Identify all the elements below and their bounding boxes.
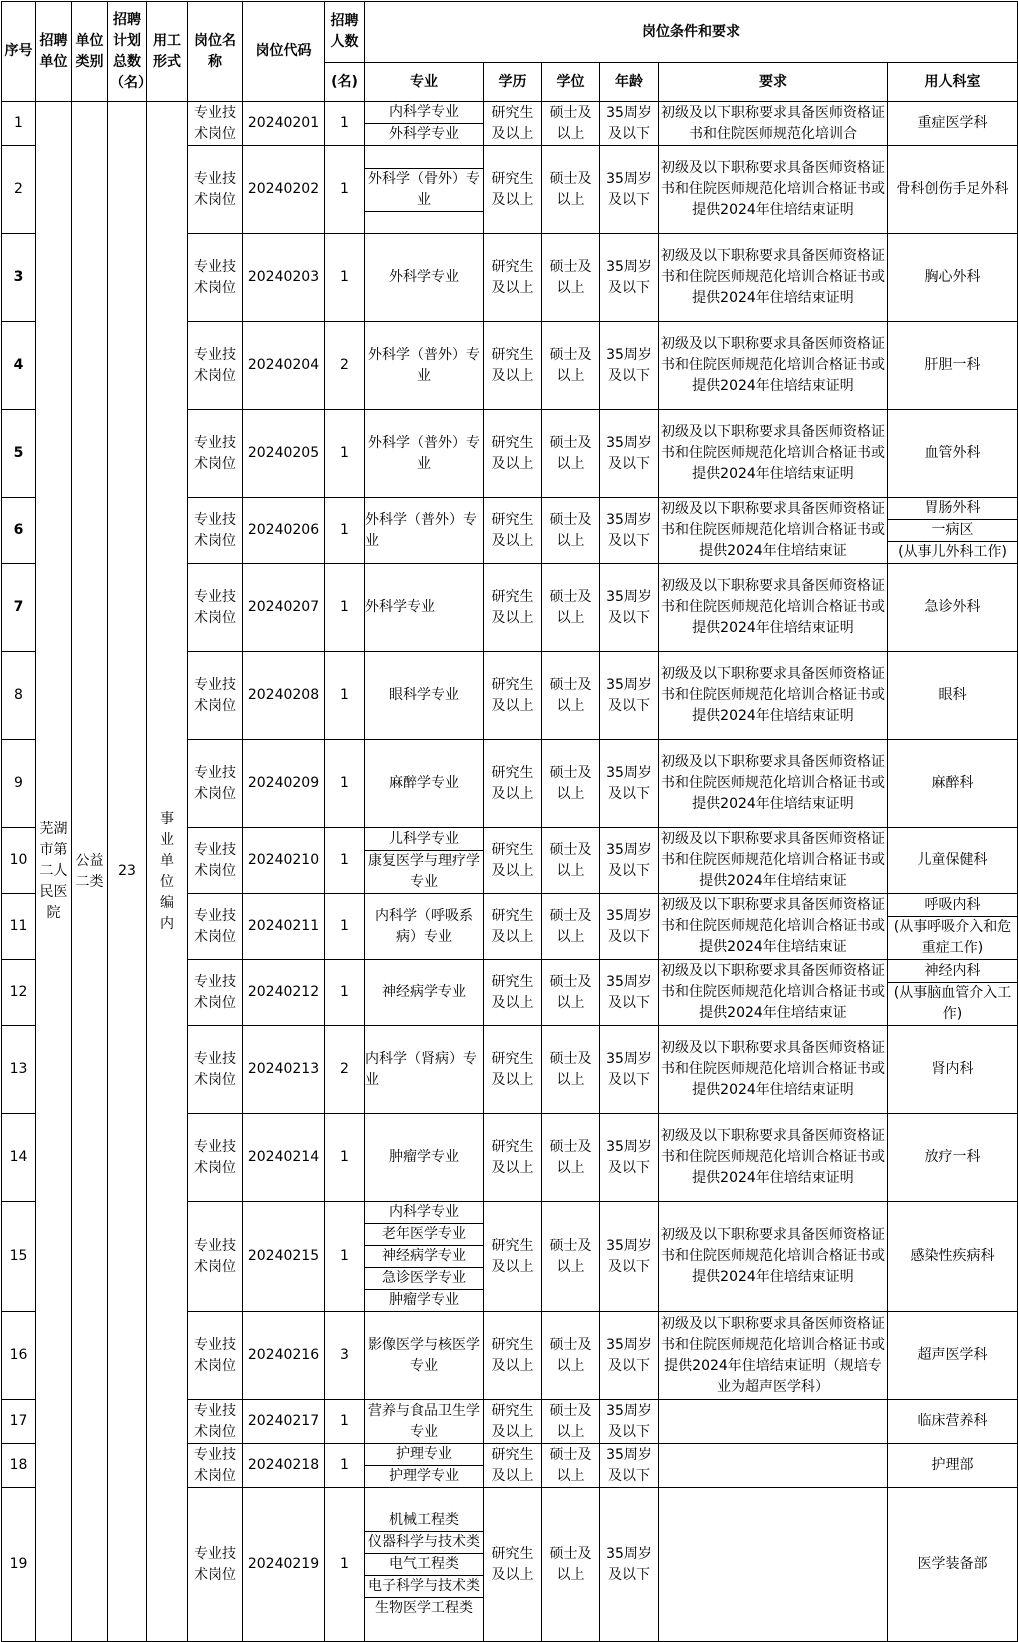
department-cell <box>888 498 1018 564</box>
header-employ-form: 用工形式 <box>147 2 188 102</box>
degree-cell: 硕士及以上 <box>542 652 600 740</box>
requirement-cell: 初级及以下职称要求具备医师资格证书和住院医师规范化培训合格证书或提供2024年住培结束证明 <box>659 1026 888 1114</box>
major-item: 老年医学专业 <box>365 1224 483 1246</box>
department-cell: 血管外科 <box>888 410 1018 498</box>
post-name-cell: 专业技术岗位 <box>188 102 243 146</box>
seq-cell: 5 <box>2 410 36 498</box>
header-post-name: 岗位名称 <box>188 2 243 102</box>
age-cell: 35周岁及以下 <box>600 828 659 894</box>
age-cell: 35周岁及以下 <box>600 564 659 652</box>
post-code-cell: 20240214 <box>243 1114 325 1202</box>
age-cell: 35周岁及以下 <box>600 410 659 498</box>
post-code-cell: 20240216 <box>243 1312 325 1400</box>
degree-cell: 硕士及以上 <box>542 1312 600 1400</box>
education-cell: 研究生及以上 <box>484 894 542 960</box>
major-item: 电子科学与技术类 <box>365 1576 483 1598</box>
major-cell <box>365 102 484 146</box>
major-cell: 肿瘤学专业 <box>365 1114 484 1202</box>
education-cell: 研究生及以上 <box>484 1488 542 1642</box>
department-item: 呼吸内科 <box>924 896 981 913</box>
major-item: 神经病学专业 <box>365 1246 483 1268</box>
seq-cell: 19 <box>2 1488 36 1642</box>
education-cell: 研究生及以上 <box>484 1444 542 1488</box>
degree-cell: 硕士及以上 <box>542 1488 600 1642</box>
recruit-num-cell: 1 <box>325 740 365 828</box>
requirement-cell: 初级及以下职称要求具备医师资格证书和住院医师规范化培训合格证书或提供2024年住培结束证 <box>659 828 888 894</box>
post-code-cell: 20240211 <box>243 894 325 960</box>
age-cell: 35周岁及以下 <box>600 1114 659 1202</box>
seq-cell: 14 <box>2 1114 36 1202</box>
seq-cell: 10 <box>2 828 36 894</box>
post-code-cell: 20240202 <box>243 146 325 234</box>
age-cell: 35周岁及以下 <box>600 1400 659 1444</box>
requirement-cell: 初级及以下职称要求具备医师资格证书和住院医师规范化培训合格证书或提供2024年住培结束证明 <box>659 1202 888 1312</box>
major-cell: 外科学（普外）专业 <box>365 410 484 498</box>
department-cell: 医学装备部 <box>888 1488 1018 1642</box>
education-cell: 研究生及以上 <box>484 234 542 322</box>
post-code-cell: 20240204 <box>243 322 325 410</box>
major-item: 护理专业 <box>396 1446 452 1462</box>
major-cell: 影像医学与核医学专业 <box>365 1312 484 1400</box>
recruit-num-cell: 3 <box>325 1312 365 1400</box>
age-cell: 35周岁及以下 <box>600 960 659 1026</box>
department-cell: 儿童保健科 <box>888 828 1018 894</box>
degree-cell: 硕士及以上 <box>542 1202 600 1312</box>
age-cell: 35周岁及以下 <box>600 1312 659 1400</box>
major-item: 机械工程类 <box>389 1512 459 1528</box>
recruit-num-cell: 1 <box>325 234 365 322</box>
age-cell: 35周岁及以下 <box>600 1026 659 1114</box>
requirement-cell <box>659 1488 888 1642</box>
department-item: (从事儿外科工作) <box>888 542 1017 564</box>
table-row <box>2 102 1018 146</box>
education-cell: 研究生及以上 <box>484 322 542 410</box>
age-cell: 35周岁及以下 <box>600 1202 659 1312</box>
age-cell: 35周岁及以下 <box>600 740 659 828</box>
department-cell: 骨科创伤手足外科 <box>888 146 1018 234</box>
department-cell: 麻醉科 <box>888 740 1018 828</box>
degree-cell: 硕士及以上 <box>542 146 600 234</box>
header-major: 专业 <box>365 63 484 102</box>
department-cell: 超声医学科 <box>888 1312 1018 1400</box>
age-cell: 35周岁及以下 <box>600 146 659 234</box>
major-cell <box>365 828 484 894</box>
seq-cell: 8 <box>2 652 36 740</box>
post-name-cell: 专业技术岗位 <box>188 564 243 652</box>
post-code-cell: 20240201 <box>243 102 325 146</box>
recruit-num-cell: 1 <box>325 1202 365 1312</box>
seq-cell: 18 <box>2 1444 36 1488</box>
age-cell: 35周岁及以下 <box>600 498 659 564</box>
age-cell: 35周岁及以下 <box>600 234 659 322</box>
seq-cell: 12 <box>2 960 36 1026</box>
department-cell: 感染性疾病科 <box>888 1202 1018 1312</box>
header-seq: 序号 <box>2 2 36 102</box>
education-cell: 研究生及以上 <box>484 1026 542 1114</box>
post-name-cell: 专业技术岗位 <box>188 960 243 1026</box>
major-cell: 内科学（呼吸系病）专业 <box>365 894 484 960</box>
requirement-cell: 初级及以下职称要求具备医师资格证书和住院医师规范化培训合格证书或提供2024年住培结束证明 <box>659 652 888 740</box>
post-code-cell: 20240207 <box>243 564 325 652</box>
requirement-cell: 初级及以下职称要求具备医师资格证书和住院医师规范化培训合格证书或提供2024年住培结束证明 <box>659 322 888 410</box>
post-code-cell: 20240215 <box>243 1202 325 1312</box>
post-name-cell: 专业技术岗位 <box>188 1400 243 1444</box>
unit-type-cell: 公益二类 <box>72 102 108 1642</box>
major-item <box>365 211 483 212</box>
department-cell: 肾内科 <box>888 1026 1018 1114</box>
major-item: 肿瘤学专业 <box>365 1290 483 1312</box>
education-cell: 研究生及以上 <box>484 828 542 894</box>
education-cell: 研究生及以上 <box>484 652 542 740</box>
recruit-num-cell: 1 <box>325 1114 365 1202</box>
requirement-cell <box>659 1400 888 1444</box>
major-list <box>365 1444 483 1487</box>
header-recruit-unit: (名) <box>325 63 365 102</box>
major-item: 电气工程类 <box>365 1554 483 1576</box>
post-code-cell: 20240210 <box>243 828 325 894</box>
department-item: 胃肠外科 <box>924 500 981 516</box>
recruit-num-cell: 1 <box>325 1488 365 1642</box>
major-cell <box>365 1444 484 1488</box>
post-name-cell: 专业技术岗位 <box>188 146 243 234</box>
post-code-cell: 20240213 <box>243 1026 325 1114</box>
major-list <box>365 168 483 212</box>
education-cell: 研究生及以上 <box>484 960 542 1026</box>
post-name-cell: 专业技术岗位 <box>188 740 243 828</box>
header-age: 年龄 <box>600 63 659 102</box>
degree-cell: 硕士及以上 <box>542 234 600 322</box>
degree-cell: 硕士及以上 <box>542 1400 600 1444</box>
major-cell: 营养与食品卫生学专业 <box>365 1400 484 1444</box>
post-code-cell: 20240205 <box>243 410 325 498</box>
department-cell: 眼科 <box>888 652 1018 740</box>
seq-cell: 17 <box>2 1400 36 1444</box>
post-code-cell: 20240219 <box>243 1488 325 1642</box>
header-conditions: 岗位条件和要求 <box>365 2 1018 63</box>
seq-cell: 16 <box>2 1312 36 1400</box>
degree-cell: 硕士及以上 <box>542 960 600 1026</box>
requirement-cell: 初级及以下职称要求具备医师资格证书和住院医师规范化培训合格证书或提供2024年住培结束证明 <box>659 234 888 322</box>
post-name-cell: 专业技术岗位 <box>188 1312 243 1400</box>
age-cell: 35周岁及以下 <box>600 1488 659 1642</box>
recruit-num-cell: 1 <box>325 894 365 960</box>
post-name-cell: 专业技术岗位 <box>188 1026 243 1114</box>
major-cell <box>365 1488 484 1642</box>
education-cell: 研究生及以上 <box>484 1400 542 1444</box>
department-cell: 急诊外科 <box>888 564 1018 652</box>
major-list <box>365 1202 483 1311</box>
recruit-num-cell: 1 <box>325 102 365 146</box>
post-name-cell: 专业技术岗位 <box>188 410 243 498</box>
recruit-num-cell: 2 <box>325 1026 365 1114</box>
major-item: 生物医学工程类 <box>365 1598 483 1620</box>
requirement-cell: 初级及以下职称要求具备医师资格证书和住院医师规范化培训合格证书或提供2024年住培结束证 <box>659 894 888 960</box>
seq-cell: 7 <box>2 564 36 652</box>
requirement-cell: 初级及以下职称要求具备医师资格证书和住院医师规范化培训合格证书或提供2024年住培结束证明 <box>659 1114 888 1202</box>
major-item: 内科学专业 <box>389 104 459 120</box>
header-plan-total: 招聘计划总数（名） <box>108 2 147 102</box>
major-cell <box>365 1202 484 1312</box>
major-cell: 神经病学专业 <box>365 960 484 1026</box>
degree-cell: 硕士及以上 <box>542 1114 600 1202</box>
major-cell: 麻醉学专业 <box>365 740 484 828</box>
recruit-num-cell: 1 <box>325 1444 365 1488</box>
department-cell: 肝胆一科 <box>888 322 1018 410</box>
degree-cell: 硕士及以上 <box>542 740 600 828</box>
major-cell: 内科学（肾病）专业 <box>365 1026 484 1114</box>
major-item: 内科学专业 <box>389 1204 459 1220</box>
requirement-cell: 初级及以下职称要求具备医师资格证书和住院医师规范化培训合格证书或提供2024年住培结束证 <box>659 960 888 1026</box>
department-cell <box>888 894 1018 960</box>
post-name-cell: 专业技术岗位 <box>188 894 243 960</box>
header-recruit-num: 招聘人数 <box>325 2 365 63</box>
degree-cell: 硕士及以上 <box>542 322 600 410</box>
post-code-cell: 20240208 <box>243 652 325 740</box>
degree-cell: 硕士及以上 <box>542 828 600 894</box>
seq-cell: 15 <box>2 1202 36 1312</box>
department-item: 神经内科 <box>924 962 981 979</box>
post-name-cell: 专业技术岗位 <box>188 234 243 322</box>
major-list <box>365 1510 483 1619</box>
degree-cell: 硕士及以上 <box>542 1444 600 1488</box>
header-unit: 招聘单位 <box>36 2 72 102</box>
unit-cell: 芜湖市第二人民医院 <box>36 102 72 1642</box>
post-code-cell: 20240218 <box>243 1444 325 1488</box>
seq-cell: 6 <box>2 498 36 564</box>
recruit-num-cell: 1 <box>325 960 365 1026</box>
requirement-cell: 初级及以下职称要求具备医师资格证书和住院医师规范化培训合格证书或提供2024年住培结束证明 <box>659 410 888 498</box>
major-item: 儿科学专业 <box>389 830 459 847</box>
post-name-cell: 专业技术岗位 <box>188 1114 243 1202</box>
degree-cell: 硕士及以上 <box>542 894 600 960</box>
degree-cell: 硕士及以上 <box>542 498 600 564</box>
department-list <box>888 895 1017 959</box>
education-cell: 研究生及以上 <box>484 564 542 652</box>
seq-cell: 2 <box>2 146 36 234</box>
age-cell: 35周岁及以下 <box>600 1444 659 1488</box>
education-cell: 研究生及以上 <box>484 498 542 564</box>
major-item: 护理学专业 <box>365 1466 483 1488</box>
education-cell: 研究生及以上 <box>484 1114 542 1202</box>
education-cell: 研究生及以上 <box>484 1312 542 1400</box>
department-cell: 临床营养科 <box>888 1400 1018 1444</box>
major-item: 康复医学与理疗学专业 <box>365 850 483 893</box>
department-cell: 放疗一科 <box>888 1114 1018 1202</box>
employ-form-cell: 事业单位编内 <box>147 102 188 1642</box>
post-name-cell: 专业技术岗位 <box>188 828 243 894</box>
post-name-cell: 专业技术岗位 <box>188 322 243 410</box>
major-cell <box>365 146 484 234</box>
major-item: 外科学专业 <box>365 124 483 146</box>
requirement-cell: 初级及以下职称要求具备医师资格证书和住院医师规范化培训合 <box>659 102 888 146</box>
recruit-num-cell: 1 <box>325 410 365 498</box>
recruit-num-cell: 1 <box>325 1400 365 1444</box>
major-cell: 外科学（普外）专业 <box>365 322 484 410</box>
education-cell: 研究生及以上 <box>484 1202 542 1312</box>
recruit-num-cell: 1 <box>325 652 365 740</box>
recruit-num-cell: 1 <box>325 146 365 234</box>
header-row-top <box>2 2 1018 63</box>
seq-cell: 3 <box>2 234 36 322</box>
department-item: (从事脑血管介入工作) <box>888 982 1017 1025</box>
header-degree: 学位 <box>542 63 600 102</box>
requirement-cell: 初级及以下职称要求具备医师资格证书和住院医师规范化培训合格证书或提供2024年住培结束证明（规培专业为超声医学科） <box>659 1312 888 1400</box>
requirement-cell <box>659 1444 888 1488</box>
department-cell: 重症医学科 <box>888 102 1018 146</box>
header-department: 用人科室 <box>888 63 1018 102</box>
seq-cell: 13 <box>2 1026 36 1114</box>
major-cell: 外科学（普外）专业 <box>365 498 484 564</box>
major-cell: 眼科学专业 <box>365 652 484 740</box>
header-unit-type: 单位类别 <box>72 2 108 102</box>
department-cell: 胸心外科 <box>888 234 1018 322</box>
age-cell: 35周岁及以下 <box>600 652 659 740</box>
seq-cell: 9 <box>2 740 36 828</box>
education-cell: 研究生及以上 <box>484 410 542 498</box>
major-cell: 外科学专业 <box>365 234 484 322</box>
header-post-code: 岗位代码 <box>243 2 325 102</box>
post-code-cell: 20240203 <box>243 234 325 322</box>
major-cell: 外科学专业 <box>365 564 484 652</box>
requirement-cell: 初级及以下职称要求具备医师资格证书和住院医师规范化培训合格证书或提供2024年住培结束证明 <box>659 564 888 652</box>
recruit-num-cell: 1 <box>325 828 365 894</box>
department-cell <box>888 960 1018 1026</box>
header-requirement: 要求 <box>659 63 888 102</box>
requirement-cell: 初级及以下职称要求具备医师资格证书和住院医师规范化培训合格证书或提供2024年住培结束证 <box>659 498 888 564</box>
post-name-cell: 专业技术岗位 <box>188 1444 243 1488</box>
education-cell: 研究生及以上 <box>484 146 542 234</box>
age-cell: 35周岁及以下 <box>600 102 659 146</box>
post-name-cell: 专业技术岗位 <box>188 498 243 564</box>
department-item: 一病区 <box>888 520 1017 542</box>
major-item: 急诊医学专业 <box>365 1268 483 1290</box>
education-cell: 研究生及以上 <box>484 102 542 146</box>
degree-cell: 硕士及以上 <box>542 1026 600 1114</box>
plan-total-cell: 23 <box>108 102 147 1642</box>
recruit-num-cell: 1 <box>325 498 365 564</box>
degree-cell: 硕士及以上 <box>542 564 600 652</box>
recruit-num-cell: 2 <box>325 322 365 410</box>
degree-cell: 硕士及以上 <box>542 410 600 498</box>
requirement-cell: 初级及以下职称要求具备医师资格证书和住院医师规范化培训合格证书或提供2024年住培结束证明 <box>659 740 888 828</box>
seq-cell: 1 <box>2 102 36 146</box>
major-item: 仪器科学与技术类 <box>365 1532 483 1554</box>
header-education: 学历 <box>484 63 542 102</box>
seq-cell: 4 <box>2 322 36 410</box>
recruitment-table <box>1 1 1018 1642</box>
recruit-num-cell: 1 <box>325 564 365 652</box>
age-cell: 35周岁及以下 <box>600 322 659 410</box>
degree-cell: 硕士及以上 <box>542 102 600 146</box>
requirement-cell: 初级及以下职称要求具备医师资格证书和住院医师规范化培训合格证书或提供2024年住培结束证明 <box>659 146 888 234</box>
post-code-cell: 20240212 <box>243 960 325 1026</box>
post-code-cell: 20240206 <box>243 498 325 564</box>
education-cell: 研究生及以上 <box>484 740 542 828</box>
post-name-cell: 专业技术岗位 <box>188 1488 243 1642</box>
major-item: 外科学（骨外）专业 <box>365 168 483 211</box>
post-name-cell: 专业技术岗位 <box>188 652 243 740</box>
post-code-cell: 20240209 <box>243 740 325 828</box>
seq-cell: 11 <box>2 894 36 960</box>
post-name-cell: 专业技术岗位 <box>188 1202 243 1312</box>
department-item: (从事呼吸介入和危重症工作) <box>888 916 1017 959</box>
age-cell: 35周岁及以下 <box>600 894 659 960</box>
department-list <box>888 498 1017 563</box>
department-cell: 护理部 <box>888 1444 1018 1488</box>
department-list <box>888 961 1017 1025</box>
major-list <box>365 829 483 893</box>
post-code-cell: 20240217 <box>243 1400 325 1444</box>
major-list <box>365 102 483 145</box>
